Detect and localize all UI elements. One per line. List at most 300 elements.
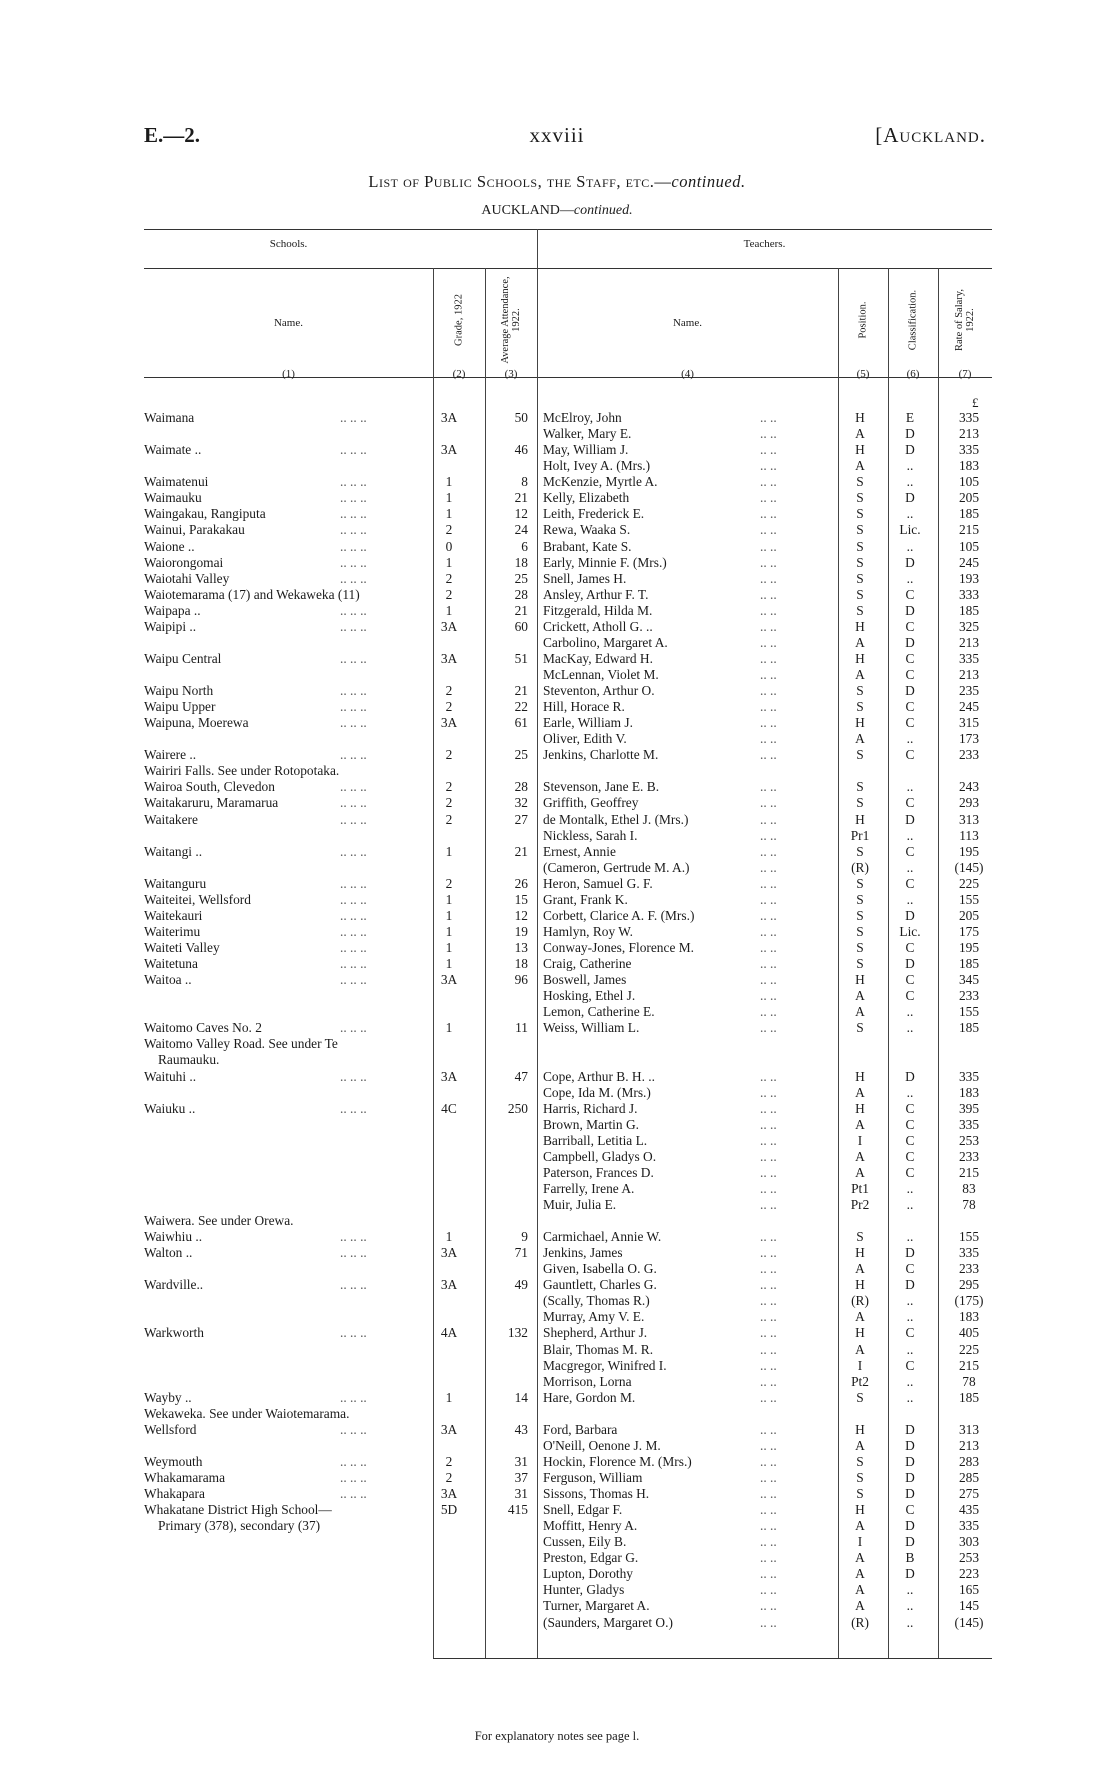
dot-leader: .. .. .. <box>340 747 367 763</box>
dot-leader: .. .. <box>760 1164 777 1180</box>
table-row <box>0 490 1114 506</box>
teacher-position: A <box>855 1116 865 1132</box>
table-row <box>0 619 1114 635</box>
teacher-classification: C <box>905 1502 915 1518</box>
table-row <box>0 699 1114 715</box>
dot-leader: .. .. <box>760 1100 777 1116</box>
school-name: Waiotahi Valley <box>144 570 230 586</box>
teacher-position: A <box>855 1598 865 1614</box>
position-header: Position. <box>857 301 869 339</box>
teacher-position: A <box>855 1164 865 1180</box>
schools-group-header: Schools. <box>269 238 308 250</box>
table-row <box>0 1197 1114 1213</box>
school-name: Waimate .. <box>144 442 202 458</box>
teacher-name: Hill, Horace R. <box>543 699 625 715</box>
table-row <box>0 1374 1114 1390</box>
school-name: Waipipi .. <box>144 618 197 634</box>
teacher-classification: B <box>905 1550 915 1566</box>
school-name: Primary (378), secondary (37) <box>158 1518 321 1534</box>
teacher-position: H <box>855 1421 865 1437</box>
teacher-name: Sissons, Thomas H. <box>543 1486 650 1501</box>
page-title <box>0 172 1114 192</box>
table-row <box>0 876 1114 892</box>
subtitle-continued: continued. <box>573 203 633 218</box>
teacher-classification: D <box>905 1566 915 1582</box>
teacher-position: S <box>856 1453 864 1469</box>
table-row <box>0 1358 1114 1374</box>
salary-rate: 183 <box>958 1084 980 1100</box>
dot-leader: .. .. <box>760 1261 777 1277</box>
teacher-position: S <box>856 923 864 939</box>
table-row <box>0 1518 1114 1534</box>
salary-rate: 223 <box>958 1566 980 1582</box>
table-row <box>0 571 1114 587</box>
school-grade: 3A <box>440 1421 458 1437</box>
teacher-classification: .. <box>906 1180 914 1196</box>
school-name: Waitoa .. <box>144 972 192 988</box>
school-name: Waitetuna <box>144 956 198 971</box>
dot-leader: .. .. .. <box>340 1486 367 1501</box>
table-row <box>0 1181 1114 1197</box>
teacher-position: I <box>857 1357 863 1373</box>
teacher-classification: E <box>905 410 915 425</box>
dot-leader: .. .. <box>760 1470 777 1485</box>
school-name: Waiuku .. <box>144 1100 196 1116</box>
dot-leader: .. .. <box>760 554 777 570</box>
school-grade: 3A <box>440 442 458 458</box>
dot-leader: .. .. <box>760 923 777 939</box>
teacher-position: A <box>855 1004 865 1020</box>
dot-leader: .. .. .. <box>340 442 367 458</box>
salary-rate: 233 <box>958 988 980 1004</box>
dot-leader: .. .. .. <box>340 891 367 907</box>
teacher-name: Blair, Thomas M. R. <box>543 1341 654 1357</box>
dot-leader: .. .. <box>760 570 777 586</box>
salary-rate: 113 <box>959 827 979 843</box>
teacher-classification: .. <box>906 859 914 875</box>
salary-rate: 325 <box>958 618 980 634</box>
average-attendance: 51 <box>514 650 528 666</box>
dot-leader: .. .. <box>760 1373 777 1389</box>
teacher-classification: C <box>905 650 915 666</box>
dot-leader: .. .. <box>760 827 777 843</box>
teacher-classification: C <box>905 940 915 955</box>
column-number: (6) <box>906 368 920 380</box>
salary-rate: 83 <box>962 1180 976 1196</box>
school-grade: 2 <box>445 795 453 811</box>
teacher-position: A <box>855 1550 865 1566</box>
dot-leader: .. .. <box>760 650 777 666</box>
dot-leader: .. .. <box>760 1004 777 1020</box>
dot-leader: .. .. .. <box>340 522 367 538</box>
teacher-position: H <box>855 618 865 634</box>
dot-leader: .. .. .. <box>340 570 367 586</box>
school-name: Waingakau, Rangiputa <box>144 506 266 522</box>
teacher-position: S <box>856 522 864 538</box>
dot-leader: .. .. <box>760 1389 777 1405</box>
teacher-name: Hunter, Gladys <box>543 1582 625 1598</box>
salary-rate: 155 <box>958 1004 980 1020</box>
dot-leader: .. .. <box>760 458 777 474</box>
teacher-position: S <box>856 586 864 602</box>
footnote: For explanatory notes see page l. <box>474 1729 640 1743</box>
table-row <box>0 1213 1114 1229</box>
average-attendance: 25 <box>514 747 528 763</box>
dot-leader: .. .. .. <box>340 875 367 891</box>
teacher-classification: .. <box>906 731 914 747</box>
teacher-position: A <box>855 1582 865 1598</box>
dot-leader: .. .. .. <box>340 923 367 939</box>
average-attendance: 46 <box>514 442 528 458</box>
teacher-position: S <box>856 843 864 859</box>
salary-rate: 183 <box>958 458 980 474</box>
salary-rate: 335 <box>958 650 980 666</box>
table-row <box>0 956 1114 972</box>
teacher-position: H <box>855 811 865 827</box>
dot-leader: .. .. <box>760 779 777 795</box>
dot-leader: .. .. <box>760 1148 777 1164</box>
salary-rate: 215 <box>958 1164 980 1180</box>
table-row <box>0 747 1114 763</box>
dot-leader: .. .. <box>760 1229 777 1245</box>
table-row <box>0 1261 1114 1277</box>
average-attendance: 31 <box>514 1486 528 1501</box>
dot-leader: .. .. <box>760 715 777 731</box>
teacher-name: Brown, Martin G. <box>543 1116 639 1132</box>
salary-rate: 243 <box>958 779 980 795</box>
column-number: (3) <box>504 368 518 380</box>
dot-leader: .. .. .. <box>340 1229 367 1245</box>
teacher-name: Earle, William J. <box>543 715 633 731</box>
teacher-classification: D <box>905 956 915 971</box>
school-name: Waiterimu <box>144 923 201 939</box>
table-row <box>0 474 1114 490</box>
salary-rate: (145) <box>954 1614 984 1630</box>
teacher-name: Weiss, William L. <box>543 1020 640 1036</box>
dot-leader: .. .. .. <box>340 490 367 506</box>
teacher-name: Ernest, Annie <box>543 843 616 859</box>
teacher-classification: C <box>905 1148 915 1164</box>
school-name: Wairere .. <box>144 747 197 763</box>
dot-leader: .. .. <box>760 1357 777 1373</box>
teacher-position: S <box>856 490 864 506</box>
table-row <box>0 1036 1114 1052</box>
teacher-classification: .. <box>906 827 914 843</box>
teacher-classification: .. <box>906 570 914 586</box>
teacher-classification: .. <box>906 1084 914 1100</box>
dot-leader: .. .. <box>760 1245 777 1261</box>
table-row <box>0 1052 1114 1068</box>
salary-rate: 185 <box>958 956 980 971</box>
salary-rate: 105 <box>958 474 980 490</box>
salary-rate: 183 <box>958 1309 980 1325</box>
teacher-classification: C <box>905 618 915 634</box>
school-name: Wairoa South, Clevedon <box>144 779 275 795</box>
teacher-position: H <box>855 1245 865 1261</box>
school-name: Wayby .. <box>144 1389 192 1405</box>
school-grade: 1 <box>445 506 453 522</box>
school-name-header: Name. <box>273 317 303 329</box>
teacher-position: A <box>855 1341 865 1357</box>
table-row <box>0 683 1114 699</box>
average-attendance: 18 <box>514 956 528 971</box>
table-row <box>0 410 1114 426</box>
dot-leader: .. .. <box>760 1116 777 1132</box>
teacher-position: A <box>855 1148 865 1164</box>
table-row <box>0 442 1114 458</box>
table-row <box>0 1406 1114 1422</box>
title-main: List of Public Schools, the Staff, etc.— <box>368 172 672 191</box>
salary-rate: 213 <box>958 634 980 650</box>
average-attendance: 18 <box>514 554 528 570</box>
dot-leader: .. .. .. <box>340 410 367 425</box>
teacher-name: Holt, Ivey A. (Mrs.) <box>543 458 651 474</box>
salary-rate: 185 <box>958 506 980 522</box>
teacher-classification: D <box>905 602 915 618</box>
salary-rate: 185 <box>958 1020 980 1036</box>
table-row <box>0 635 1114 651</box>
dot-leader: .. .. .. <box>340 1453 367 1469</box>
teacher-name: Hare, Gordon M. <box>543 1389 636 1405</box>
dot-leader: .. .. <box>760 586 777 602</box>
table-row <box>0 844 1114 860</box>
dot-leader: .. .. <box>760 972 777 988</box>
teacher-name: Cussen, Eily B. <box>543 1534 627 1550</box>
table-row <box>0 1020 1114 1036</box>
school-grade: 3A <box>440 410 458 425</box>
school-grade: 3A <box>440 715 458 731</box>
dot-leader: .. .. .. <box>340 506 367 522</box>
school-name: Waipu Central <box>144 650 222 666</box>
school-name: Waiotemarama (17) and Wekaweka (11) <box>144 586 360 602</box>
teacher-position: S <box>856 940 864 955</box>
dot-leader: .. .. .. <box>340 1020 367 1036</box>
school-name: Waimauku <box>144 490 202 506</box>
teacher-classification: .. <box>906 506 914 522</box>
teacher-classification: C <box>905 1325 915 1341</box>
teacher-position: H <box>855 410 865 425</box>
teacher-classification: .. <box>906 1293 914 1309</box>
salary-rate: 335 <box>958 442 980 458</box>
table-bottom-rule <box>433 1658 992 1659</box>
average-attendance: 15 <box>514 891 528 907</box>
table-row <box>0 1245 1114 1261</box>
average-attendance: 61 <box>514 715 528 731</box>
table-row <box>0 892 1114 908</box>
school-name: Whakatane District High School— <box>144 1502 332 1518</box>
table-row <box>0 828 1114 844</box>
teacher-name: Gauntlett, Charles G. <box>543 1277 657 1293</box>
teacher-position: (R) <box>851 1614 869 1630</box>
dot-leader: .. .. <box>760 1084 777 1100</box>
school-name: Waiorongomai <box>144 554 224 570</box>
dot-leader: .. .. <box>760 1502 777 1518</box>
average-attendance: 415 <box>507 1502 528 1518</box>
teacher-position: Pr2 <box>850 1196 870 1212</box>
salary-rate: 185 <box>958 602 980 618</box>
school-name: Waitanguru <box>144 875 207 891</box>
dot-leader: .. .. .. <box>340 795 367 811</box>
dot-leader: .. .. <box>760 988 777 1004</box>
dot-leader: .. .. <box>760 602 777 618</box>
dot-leader: .. .. .. <box>340 618 367 634</box>
table-row <box>0 458 1114 474</box>
school-grade: 1 <box>445 554 453 570</box>
salary-rate: 275 <box>958 1486 980 1501</box>
teacher-classification: D <box>905 1486 915 1501</box>
table-row <box>0 795 1114 811</box>
dot-leader: .. .. <box>760 1518 777 1534</box>
dot-leader: .. .. <box>760 490 777 506</box>
teacher-classification: C <box>905 1116 915 1132</box>
teacher-name: Snell, James H. <box>543 570 627 586</box>
teacher-name: Cope, Arthur B. H. .. <box>543 1068 655 1084</box>
table-row <box>0 506 1114 522</box>
teacher-position: S <box>856 1389 864 1405</box>
table-row <box>0 1133 1114 1149</box>
average-attendance: 21 <box>514 843 528 859</box>
teacher-name: Crickett, Atholl G. .. <box>543 618 653 634</box>
teacher-classification: C <box>905 972 915 988</box>
table-row <box>0 988 1114 1004</box>
table-row <box>0 587 1114 603</box>
teacher-classification: D <box>905 1068 915 1084</box>
average-attendance: 11 <box>515 1020 528 1036</box>
table-row <box>0 667 1114 683</box>
dot-leader: .. .. <box>760 891 777 907</box>
dot-leader: .. .. <box>760 410 777 425</box>
school-name: Walton .. <box>144 1245 193 1261</box>
teacher-name: Snell, Edgar F. <box>543 1502 623 1518</box>
average-attendance: 250 <box>507 1100 528 1116</box>
school-name: Raumauku. <box>158 1052 220 1068</box>
salary-rate: 193 <box>958 570 980 586</box>
teacher-name: (Scally, Thomas R.) <box>543 1293 650 1309</box>
teacher-classification: .. <box>906 1004 914 1020</box>
teacher-name: Given, Isabella O. G. <box>543 1261 657 1277</box>
salary-rate: 195 <box>958 940 980 955</box>
dot-leader: .. .. <box>760 956 777 971</box>
dot-leader: .. .. <box>760 1132 777 1148</box>
school-name: Warkworth <box>144 1325 204 1341</box>
table-row <box>0 1598 1114 1614</box>
school-name: Whakamarama <box>144 1470 226 1485</box>
table-row <box>0 940 1114 956</box>
dot-leader: .. .. .. <box>340 1100 367 1116</box>
dot-leader: .. .. .. <box>340 1325 367 1341</box>
average-attendance: 28 <box>514 586 528 602</box>
classification-header: Classification. <box>907 289 919 351</box>
school-grade: 1 <box>445 891 453 907</box>
table-row <box>0 1550 1114 1566</box>
school-name: Waitakaruru, Maramarua <box>144 795 279 811</box>
teacher-classification: D <box>905 1277 915 1293</box>
school-name: Waiteitei, Wellsford <box>144 891 251 907</box>
dot-leader: .. .. <box>760 667 777 682</box>
teacher-position: A <box>855 634 865 650</box>
school-name: Waipu Upper <box>144 699 216 715</box>
currency-symbol: £ <box>972 395 979 410</box>
dot-leader: .. .. .. <box>340 715 367 731</box>
teacher-classification: D <box>905 1453 915 1469</box>
teacher-classification: D <box>905 1437 915 1453</box>
school-grade: 3A <box>440 1068 458 1084</box>
teacher-classification: C <box>905 988 915 1004</box>
teacher-position: H <box>855 1325 865 1341</box>
teacher-name: Griffith, Geoffrey <box>543 795 639 811</box>
average-attendance: 9 <box>521 1229 528 1245</box>
salary-rate: 313 <box>958 1421 980 1437</box>
teacher-name: Campbell, Gladys O. <box>543 1148 657 1164</box>
school-name: Waimana <box>144 410 195 425</box>
table-row <box>0 1117 1114 1133</box>
average-attendance: 132 <box>507 1325 528 1341</box>
dot-leader: .. .. .. <box>340 554 367 570</box>
dot-leader: .. .. .. <box>340 972 367 988</box>
table-row <box>0 731 1114 747</box>
teacher-position: A <box>855 988 865 1004</box>
school-grade: 5D <box>440 1502 458 1518</box>
teacher-position: S <box>856 506 864 522</box>
teacher-classification: .. <box>906 1614 914 1630</box>
average-attendance: 22 <box>514 699 528 715</box>
average-attendance: 21 <box>514 683 528 698</box>
teacher-name: Craig, Catherine <box>543 956 632 971</box>
column-number: (5) <box>856 368 870 380</box>
teacher-name: Grant, Frank K. <box>543 891 628 907</box>
dot-leader: .. .. .. <box>340 538 367 554</box>
teacher-name: Nickless, Sarah I. <box>543 827 638 843</box>
teacher-classification: .. <box>906 891 914 907</box>
dot-leader: .. .. .. <box>340 602 367 618</box>
teacher-classification: .. <box>906 1389 914 1405</box>
teacher-name: McElroy, John <box>543 410 622 425</box>
table-row <box>0 1069 1114 1085</box>
teacher-name: McKenzie, Myrtle A. <box>543 474 658 490</box>
table-row <box>0 924 1114 940</box>
dot-leader: .. .. <box>760 1550 777 1566</box>
average-attendance: 8 <box>521 474 528 490</box>
salary-rate: 78 <box>962 1196 976 1212</box>
school-name: Waione .. <box>144 538 195 554</box>
dot-leader: .. .. <box>760 1486 777 1501</box>
dot-leader: .. .. .. <box>340 1068 367 1084</box>
school-name: Waipapa .. <box>144 602 201 618</box>
average-attendance: 25 <box>514 570 528 586</box>
teacher-position: S <box>856 891 864 907</box>
teacher-classification: C <box>905 795 915 811</box>
column-number: (1) <box>282 368 295 380</box>
teacher-position: A <box>855 667 865 682</box>
teacher-name: Shepherd, Arthur J. <box>543 1325 648 1341</box>
dot-leader: .. .. .. <box>340 650 367 666</box>
school-name: Waitomo Caves No. 2 <box>144 1020 262 1036</box>
salary-rate: 395 <box>958 1100 980 1116</box>
school-name: Waiteti Valley <box>144 940 220 955</box>
table-row <box>0 1101 1114 1117</box>
dot-leader: .. .. .. <box>340 683 367 698</box>
table-row <box>0 763 1114 779</box>
teacher-position: S <box>856 1470 864 1485</box>
teacher-name: (Cameron, Gertrude M. A.) <box>543 859 690 875</box>
salary-rate: 233 <box>958 1148 980 1164</box>
dot-leader: .. .. <box>760 1196 777 1212</box>
teacher-position: A <box>855 458 865 474</box>
teacher-name: Moffitt, Henry A. <box>543 1518 638 1534</box>
salary-rate: 295 <box>958 1277 980 1293</box>
average-attendance: 27 <box>514 811 528 827</box>
average-attendance: 24 <box>514 522 528 538</box>
